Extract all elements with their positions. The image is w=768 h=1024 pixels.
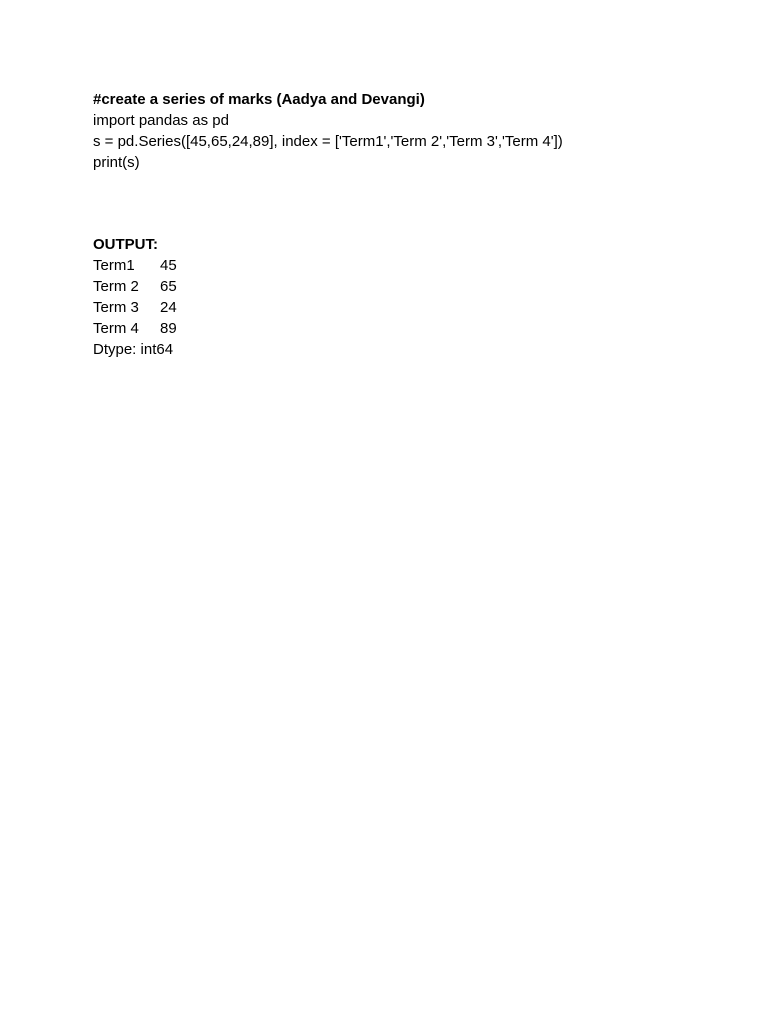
- output-index: Term 2: [93, 278, 139, 295]
- output-dtype: Dtype: int64: [93, 341, 174, 358]
- output-row: [93, 255, 733, 276]
- output-row: [93, 297, 733, 318]
- code-line-series: s = pd.Series([45,65,24,89], index = ['Term1','Term 2','Term 3','Term 4']): [93, 133, 563, 150]
- blank-space: [93, 173, 733, 234]
- output-value: 24: [160, 299, 177, 316]
- output-value: 45: [160, 257, 177, 274]
- output-row: [93, 276, 733, 297]
- output-row: [93, 318, 733, 339]
- output-heading: OUTPUT:: [93, 236, 158, 253]
- code-line-import: import pandas as pd: [93, 112, 229, 129]
- code-line-print: print(s): [93, 154, 140, 171]
- document-body: [93, 89, 733, 360]
- output-value: 65: [160, 278, 177, 295]
- output-index: Term 4: [93, 320, 139, 337]
- output-index: Term 3: [93, 299, 139, 316]
- output-index: Term1: [93, 257, 135, 274]
- code-comment: #create a series of marks (Aadya and Devangi): [93, 91, 425, 108]
- output-value: 89: [160, 320, 177, 337]
